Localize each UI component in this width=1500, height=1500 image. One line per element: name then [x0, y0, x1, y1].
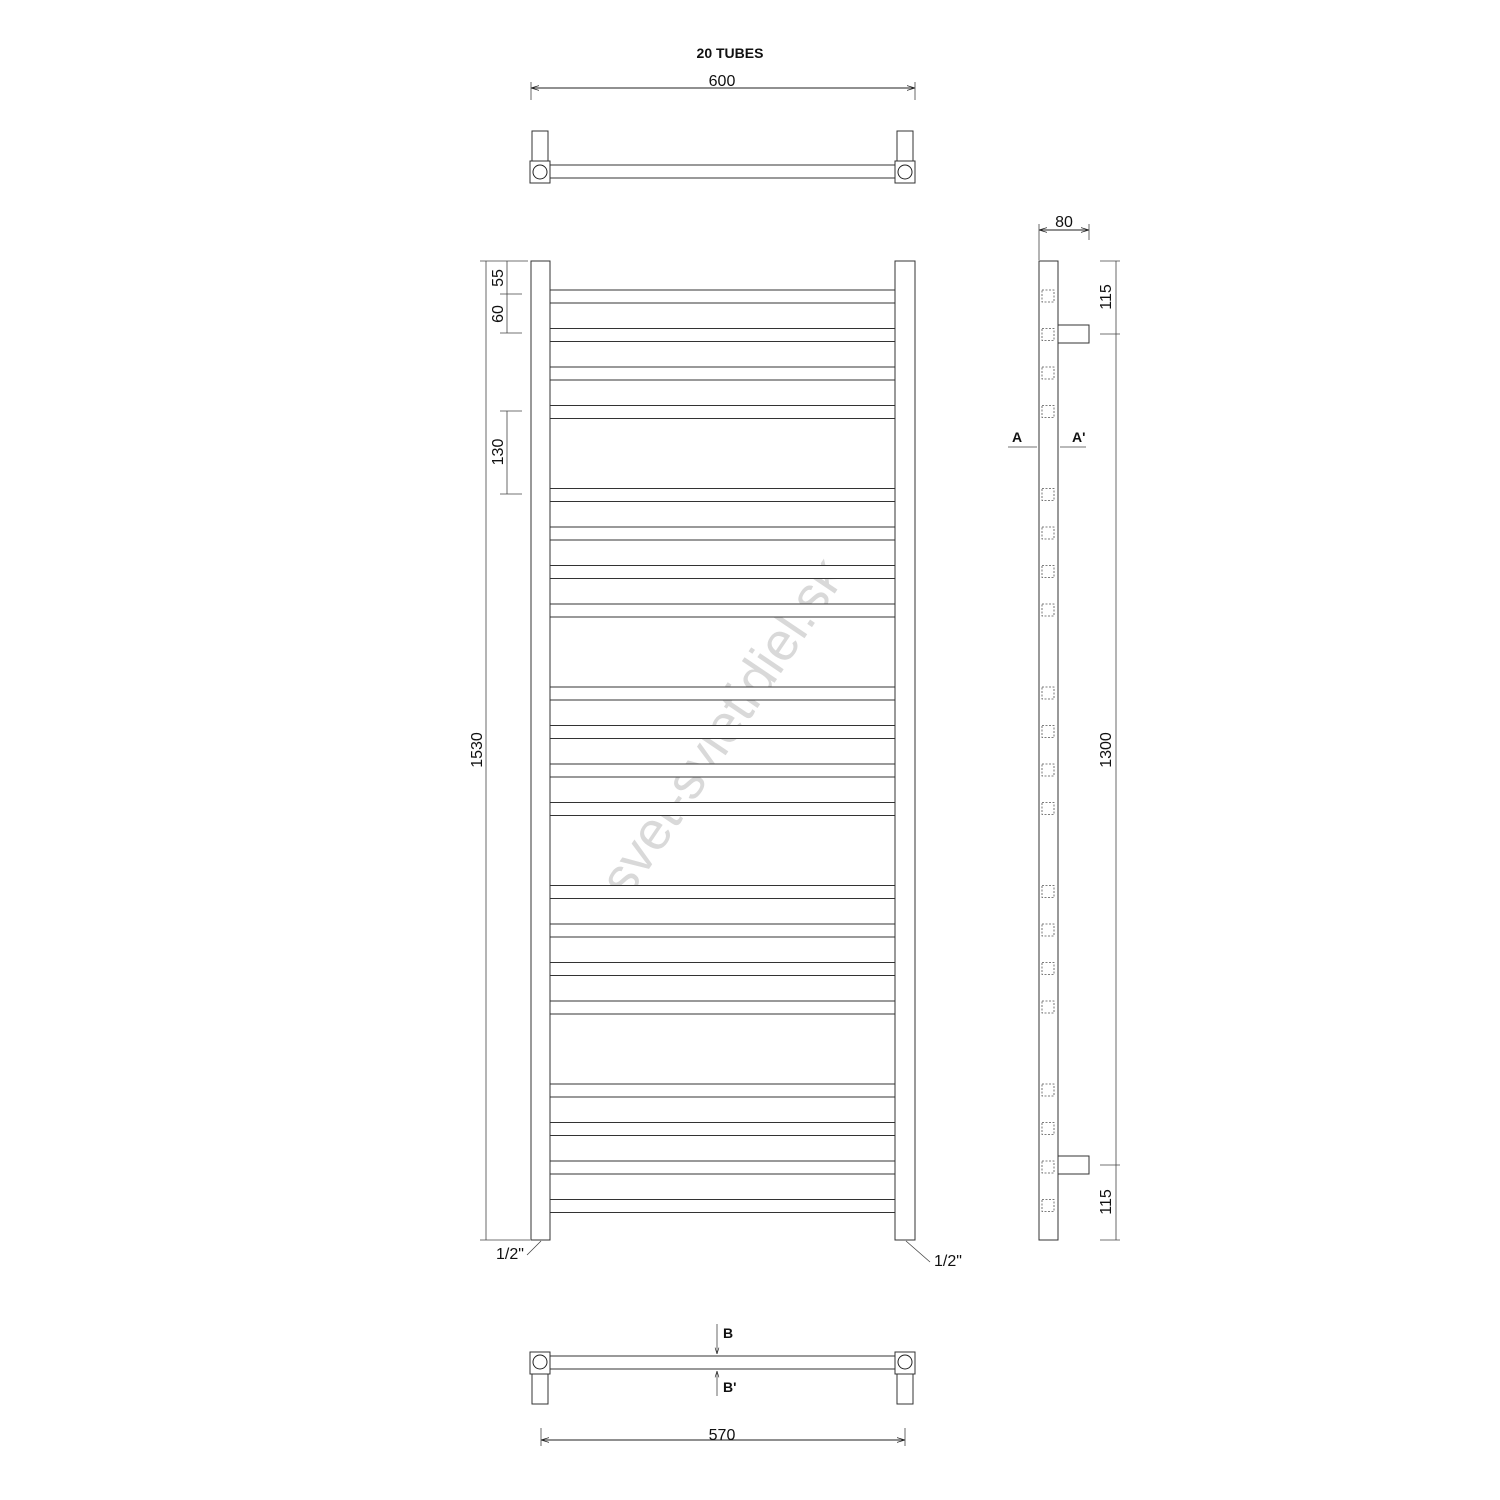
- tube-section-square: [1042, 329, 1054, 341]
- heating-tube: [550, 489, 895, 502]
- heating-tube: [550, 764, 895, 777]
- heating-tube: [550, 367, 895, 380]
- right-collector-pipe: [895, 261, 915, 1240]
- side-view: [1008, 214, 1120, 1240]
- heating-tube: [550, 1001, 895, 1014]
- tube-section-square: [1042, 1084, 1054, 1096]
- heating-tube: [550, 527, 895, 540]
- left-connection-label: 1/2": [496, 1246, 524, 1263]
- tube-section-square: [1042, 406, 1054, 418]
- tube-count-title: 20 TUBES: [696, 45, 764, 61]
- gap-60-label: 60: [490, 305, 507, 323]
- tube-section-square: [1042, 1123, 1054, 1135]
- section-a-label: A: [1012, 429, 1023, 445]
- offset-55-label: 55: [490, 269, 507, 287]
- heating-tube: [550, 886, 895, 899]
- heating-tube: [550, 406, 895, 419]
- heating-tube: [550, 1200, 895, 1213]
- height-1530-label: 1530: [469, 732, 486, 768]
- right-bracket: [897, 1374, 913, 1404]
- gap-130-label: 130: [490, 438, 507, 466]
- left-bracket: [532, 131, 548, 161]
- tube-section-square: [1042, 963, 1054, 975]
- left-collector-pipe: [531, 261, 550, 1240]
- tube-section-square: [1042, 489, 1054, 501]
- width-600-label: 600: [708, 73, 736, 90]
- left-connection-leader: [527, 1241, 541, 1255]
- bottom-wall-bracket: [1058, 1156, 1089, 1174]
- tube-section-square: [1042, 687, 1054, 699]
- heating-tube: [550, 1084, 895, 1097]
- heating-tube: [550, 1123, 895, 1136]
- heating-tube: [550, 963, 895, 976]
- side-bottom-115-label: 115: [1098, 1189, 1115, 1215]
- side-top-115-label: 115: [1098, 284, 1115, 310]
- width-570-label: 570: [708, 1427, 736, 1444]
- section-b-label: B: [723, 1325, 734, 1341]
- right-bracket: [897, 131, 913, 161]
- tube-section-square: [1042, 527, 1054, 539]
- top-bar: [548, 165, 897, 178]
- depth-80-label: 80: [1055, 214, 1073, 231]
- tube-section-square: [1042, 764, 1054, 776]
- heating-tube: [550, 290, 895, 303]
- tube-section-square: [1042, 1200, 1054, 1212]
- top-wall-bracket: [1058, 325, 1089, 343]
- heating-tube: [550, 924, 895, 937]
- center-distance-1300-label: 1300: [1098, 732, 1115, 768]
- heating-tube: [550, 687, 895, 700]
- heating-tube: [550, 329, 895, 342]
- tube-section-square: [1042, 566, 1054, 578]
- tube-section-square: [1042, 726, 1054, 738]
- tube-section-square: [1042, 886, 1054, 898]
- tube-section-square: [1042, 1161, 1054, 1173]
- bottom-view: [530, 1324, 915, 1446]
- tube-section-square: [1042, 604, 1054, 616]
- heating-tube: [550, 604, 895, 617]
- tube-section-square: [1042, 803, 1054, 815]
- heating-tube: [550, 566, 895, 579]
- right-connection-leader: [906, 1241, 930, 1262]
- section-b-prime-label: B': [723, 1379, 737, 1395]
- front-view: [469, 261, 962, 1270]
- tube-section-square: [1042, 924, 1054, 936]
- right-connection-label: 1/2": [934, 1253, 962, 1270]
- tube-section-square: [1042, 290, 1054, 302]
- heating-tube: [550, 803, 895, 816]
- tube-section-square: [1042, 1001, 1054, 1013]
- section-a-prime-label: A': [1072, 429, 1086, 445]
- top-view: [530, 45, 915, 183]
- tube-section-square: [1042, 367, 1054, 379]
- heating-tube: [550, 726, 895, 739]
- bottom-bar: [548, 1356, 897, 1369]
- heating-tube: [550, 1161, 895, 1174]
- left-bracket: [532, 1374, 548, 1404]
